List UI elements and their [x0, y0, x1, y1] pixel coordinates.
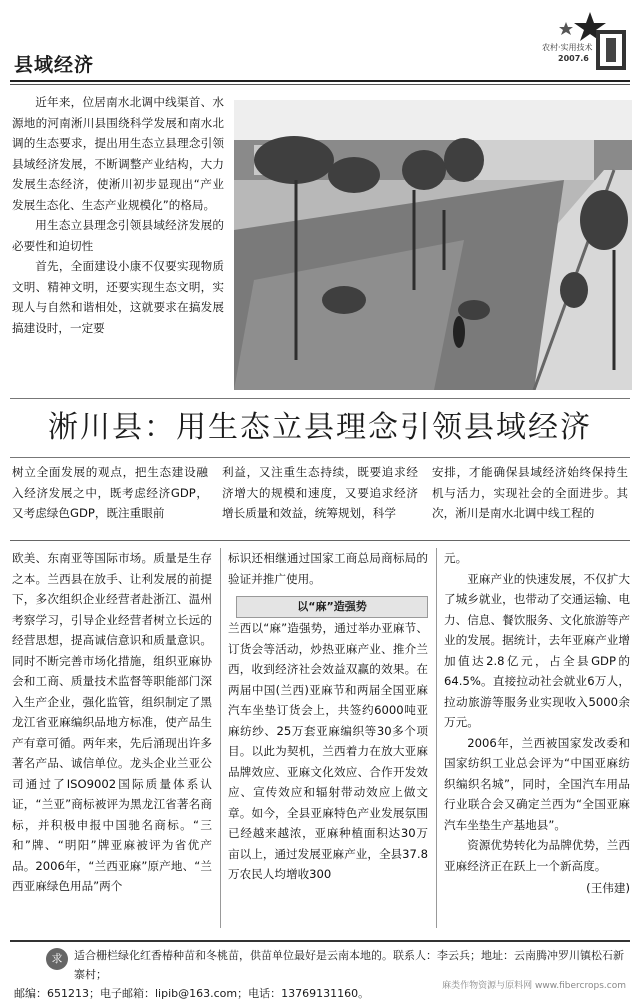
classified-ad [10, 940, 630, 998]
ad-line-2: 邮编：651213；电子邮箱：lipib@163.com；电话：13769131160。 [14, 987, 370, 1000]
lower-column-1: 欧美、东南亚等国际市场。质量是生存之本。兰西县在放手、让利发展的前提下，多次组织企业经营者赴浙江、温州考察学习，引导企业经营者树立长远的经营思想，提高诚信意识和质量意识。同时不断完善市场化措施，组织亚麻协会和工商、质量技术监督等职能部门深入生产企业，强化监管，组织制定了黑龙江省亚麻编织品地方标准，使产品生产有章可循。两年来，先后涌现出许多著名产品、诚信单位。龙头企业兰亚公司通过了ISO9002国际质量体系认证，“兰亚”商标被评为黑龙江省著名商标，并积极申报中国驰名商标。“三和”牌、“明阳”牌亚麻被评为省优产品。2006年，“兰西亚麻”原产地、“兰西亚麻绿色用品”两个 [12, 551, 212, 893]
lower-column-2-body: 兰西以“麻”造强势，通过举办亚麻节、订货会等活动，炒热亚麻产业、推介兰西，收到经济社会效益双赢的效果。在两届中国(兰西)亚麻节和两届全国亚麻汽车坐垫订货会上，共签约6000吨亚麻纺纱、25万套亚麻编织等30多个项目。以此为契机，兰西着力在放大亚麻品牌效应、亚麻文化效应、合作开发效应、宣传效应和辐射带动效应上做文章。如今，全县亚麻特色产业发展氛围已经越来越浓，亚麻种植面积达30万亩以上，通过发展亚麻产业，全县37.8万农民人均增收300 [228, 621, 428, 881]
lower-column-3 [444, 548, 630, 899]
band-column-1: 树立全面发展的观点，把生态建设融入经济发展之中，既考虑经济GDP，又考虑绿色GDP，既注重眼前 [12, 465, 208, 520]
growth-paragraph: 亚麻产业的快速发展，不仅扩大了城乡就业，也带动了交通运输、电力、信息、餐饮服务、文化旅游等产业的发展。据统计，去年亚麻产业增加值达2.8亿元，占全县GDP的64.5%。直接拉动社会就业6万人，拉动旅游等服务业实现收入5000余万元。 [444, 571, 630, 729]
subsection-title: 以“麻”造强势 [236, 596, 428, 618]
first-reason-paragraph: 首先，全面建设小康不仅要实现物质文明、精神文明，还要实现生态文明，实现人与自然和谐相处，这就要求在搞发展搞建设时，一定要 [12, 259, 224, 335]
landscape-photo [234, 100, 632, 390]
seek-badge: 求 [46, 948, 68, 970]
band-column-2: 利益，又注重生态持续，既要追求经济增大的规模和速度，又要追求经济增长质量和效益，统筹规划，科学 [222, 465, 418, 520]
magazine-logo [520, 8, 630, 72]
column-3-carryover: 元。 [444, 551, 468, 565]
band-column-3: 安排，才能确保县域经济始终保持生机与活力，实现社会的全面进步。其次，淅川是南水北调中线工程的 [432, 465, 628, 520]
column-divider-2 [436, 548, 437, 928]
header-rule [10, 80, 630, 82]
park-road-image [234, 100, 632, 390]
subsection-heading: 用生态立县理念引领县域经济发展的必要性和迫切性 [12, 218, 224, 253]
lower-column-2-top: 标识还相继通过国家工商总局商标局的验证并推广使用。 [228, 551, 428, 586]
award-paragraph: 2006年，兰西被国家发改委和国家纺织工业总会评为“中国亚麻纺织编织名城”，同时，全国汽车用品行业联合会又确定兰西为“全国亚麻汽车坐垫生产基地县”。 [444, 735, 630, 832]
section-title: 县域经济 [14, 54, 95, 76]
site-watermark: 麻类作物资源与原料网 www.fibercrops.com [442, 981, 626, 991]
band-separator [10, 540, 630, 541]
column-divider-1 [220, 548, 221, 928]
intro-column [12, 92, 224, 392]
logo-title: 农村·实用技术 [542, 43, 593, 52]
author-credit: (王伟建) [586, 881, 630, 895]
logo-issue: 2007.6 [558, 54, 589, 63]
intro-paragraph: 近年来，位居南水北调中线渠首、水源地的河南淅川县围绕科学发展和南水北调的生态要求，提出用生态立县理念引领县域经济发展，不断调整产业结构，大力发展生态经济，使淅川初步显现出“产业发展生态化、生态产业规模化”的格局。 [12, 95, 224, 212]
article-headline: 淅川县：用生态立县理念引领县域经济 [10, 398, 630, 458]
ad-line-1: 适合栅栏绿化红香椿种苗和冬桃苗，供苗单位最好是云南本地的。联系人：李云兵；地址：云南腾冲罗川镇松石新寨村； [74, 949, 624, 981]
closing-paragraph: 资源优势转化为品牌优势，兰西亚麻经济正在跃上一个新高度。 [444, 838, 630, 873]
header-rule-thin [10, 84, 630, 85]
